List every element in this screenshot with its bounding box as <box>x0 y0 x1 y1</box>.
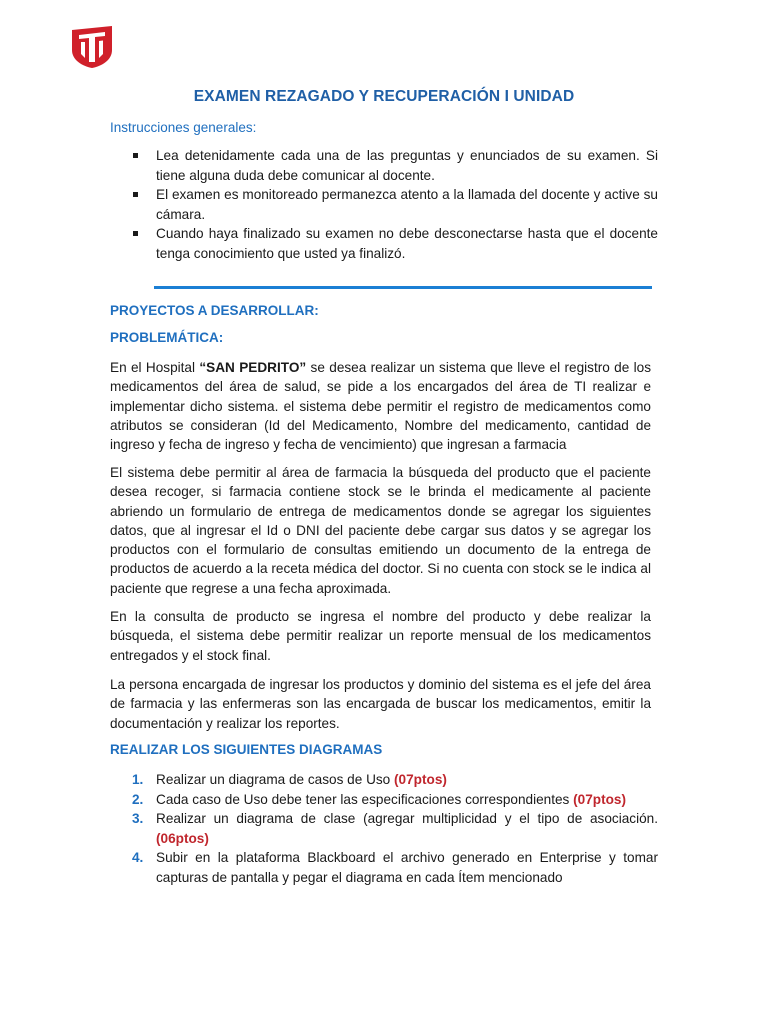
document-title: EXAMEN REZAGADO Y RECUPERACIÓN I UNIDAD <box>193 88 575 105</box>
hospital-name: “SAN PEDRITO” <box>199 360 307 375</box>
task-points: (07ptos) <box>394 772 447 787</box>
task-points: (06ptos) <box>156 830 209 846</box>
task-number: 2. <box>132 791 144 807</box>
instructions-list <box>110 146 658 263</box>
instructions-heading: Instrucciones generales: <box>110 120 257 135</box>
problem-paragraph-2: El sistema debe permitir al área de farmacia la búsqueda del producto que el paciente desea recoger, si farmacia contiene stock se le brinda el medicamente al paciente abriendo un formulario de entrega de medicamentos donde se agregar los siguientes datos, que al ingresar el Id o DNI del paciente debe cargar sus datos y se agregar los productos con el formulario de consultas emitiendo un documento de la entrega de productos de acuerdo a la receta médica del doctor. Si no cuenta con stock se le indica al paciente que regrese a una fecha aproximada. <box>110 465 651 596</box>
paragraph-text: En el Hospital <box>110 360 200 375</box>
task-text: Realizar un diagrama de casos de Uso <box>156 772 395 787</box>
list-item: Lea detenidamente cada una de las preguntas y enunciados de su examen. Si tiene alguna duda debe comunicar al docente. <box>110 146 658 185</box>
task-text: Cada caso de Uso debe tener las especificaciones correspondientes <box>156 791 574 807</box>
university-logo-icon <box>72 26 112 68</box>
task-number: 3. <box>132 811 144 826</box>
task-item <box>110 809 658 848</box>
list-item: Cuando haya finalizado su examen no debe desconectarse hasta que el docente tenga conocimiento que usted ya finalizó. <box>110 224 658 263</box>
problem-paragraph-1 <box>110 358 651 454</box>
task-points: (07ptos) <box>573 791 626 807</box>
section-divider <box>154 286 652 289</box>
task-text: Subir en la plataforma Blackboard el archivo generado en Enterprise y tomar capturas de pantalla y pegar el diagrama en cada Ítem mencionado <box>156 850 658 885</box>
list-item: El examen es monitoreado permanezca atento a la llamada del docente y active su cámara. <box>110 185 658 224</box>
tasks-list <box>110 770 658 887</box>
projects-heading: PROYECTOS A DESARROLLAR: <box>110 303 319 318</box>
problem-paragraph-3: En la consulta de producto se ingresa el nombre del producto y debe realizar la búsqueda, el sistema debe permitir realizar un reporte mensual de los medicamentos entregados y el stock final. <box>110 609 651 663</box>
task-number: 1. <box>132 772 144 787</box>
task-item <box>110 848 658 887</box>
task-number: 4. <box>132 850 144 865</box>
problem-paragraph-4: La persona encargada de ingresar los productos y dominio del sistema es el jefe del área de farmacia y las enfermeras son las encargada de buscar los medicamentos, emitir la documentación y realizar los reportes. <box>110 677 651 731</box>
task-item <box>110 770 658 790</box>
task-text: Realizar un diagrama de clase (agregar multiplicidad y el tipo de asociación. <box>156 811 658 826</box>
diagrams-heading: REALIZAR LOS SIGUIENTES DIAGRAMAS <box>110 742 383 757</box>
problem-heading: PROBLEMÁTICA: <box>110 330 224 345</box>
task-item <box>110 790 658 810</box>
paragraph-text: se desea realizar un sistema que lleve el registro de los medicamentos del área de salud, se pide a los encargados del área de TI realizar e implementar dicho sistema. el sistema debe permitir el registro de medicamentos como atributos se consideran (Id del Medicamento, Nombre del medicamento, cantidad de ingreso y fecha de ingreso y fecha de vencimiento) que ingresan a farmacia <box>110 360 652 453</box>
